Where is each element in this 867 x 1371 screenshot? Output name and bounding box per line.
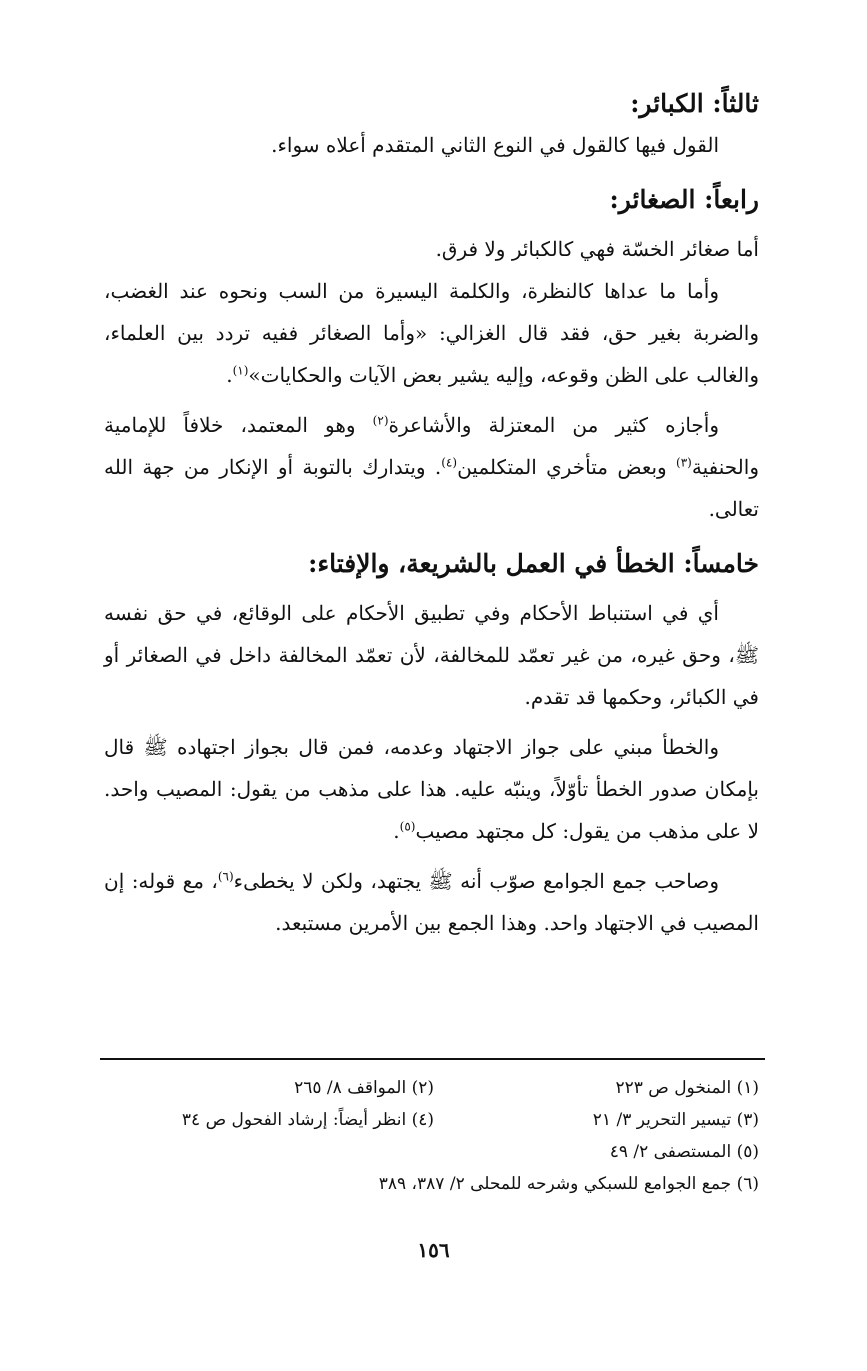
- spacer: [104, 584, 759, 592]
- paragraph-text: ، مع قوله: إن المصيب في الاجتهاد واحد. وهذا الجمع بين الأمرين مستبعد.: [104, 869, 759, 935]
- spacer: [104, 852, 759, 860]
- paragraph-text: وأما ما عداها كالنظرة، والكلمة اليسيرة من السب ونحوه عند الغضب، والضربة بغير حق، فقد قال الغزالي: «وأما الصغائر ففيه تردد بين العلماء، والغالب على الظن وقوعه، وإليه يشير بعض الآيات والحكايات»: [104, 279, 759, 387]
- paragraph-text: وأجازه كثير من المعتزلة والأشاعرة: [388, 413, 719, 437]
- paragraph-saghair-2: [104, 270, 759, 396]
- footnote-ref-3[interactable]: (٣): [676, 455, 692, 470]
- page-number: ١٥٦: [417, 1238, 450, 1262]
- spacer: [104, 396, 759, 404]
- footnote-ref-1[interactable]: (١): [232, 363, 249, 378]
- heading-kabair: ثالثاً: الكبائر:: [630, 89, 759, 118]
- main-text: [104, 84, 759, 944]
- paragraph-text: والخطأ مبني على جواز الاجتهاد وعدمه، فمن قال بجواز اجتهاده ﷺ قال بإمكان صدور الخطأ تأوّلاً، وينبّه عليه. هذا على مذهب من يقول: المصيب واحد. لا على مذهب من يقول: كل مجتهد مصيب: [104, 735, 759, 843]
- paragraph-kabair: القول فيها كالقول في النوع الثاني المتقدم أعلاه سواء.: [271, 133, 719, 157]
- footnote-row: [109, 1168, 759, 1200]
- paragraph-saghair-1: أما صغائر الخسّة فهي كالكبائر ولا فرق.: [435, 237, 759, 261]
- footnote-1: (١) المنخول ص ٢٢٣: [615, 1078, 759, 1098]
- paragraph-text: وصاحب جمع الجوامع صوّب أنه ﷺ يجتهد، ولكن لا يخطىء: [233, 869, 720, 893]
- heading-khata: خامساً: الخطأ في العمل بالشريعة، والإفتاء:: [308, 549, 759, 578]
- footnote-2: (٢) المواقف ٨/ ٢٦٥: [294, 1078, 434, 1098]
- paragraph-khata-3: [104, 860, 759, 944]
- heading-saghair: رابعاً: الصغائر:: [609, 185, 759, 214]
- paragraph-text: وهو المعتمد، خلافاً للإمامية والحنفية: [104, 413, 759, 479]
- paragraph-end: .: [226, 363, 233, 387]
- spacer: [104, 718, 759, 726]
- footnotes: [109, 1072, 759, 1200]
- spacer: [104, 220, 759, 228]
- footnote-5: (٥) المستصفى ٢/ ٤٩: [609, 1142, 759, 1162]
- footnote-4: (٤) انظر أيضاً: إرشاد الفحول ص ٣٤: [181, 1110, 434, 1130]
- spacer: [104, 166, 759, 180]
- footnote-3: (٣) تيسير التحرير ٣/ ٢١: [592, 1110, 759, 1130]
- paragraph-khata-2: [104, 726, 759, 852]
- footnote-row: [109, 1072, 759, 1104]
- footnote-6: (٦) جمع الجوامع للسبكي وشرحه للمحلى ٢/ ٣٨٧، ٣٨٩: [378, 1174, 759, 1194]
- paragraph-khata-1: أي في استنباط الأحكام وفي تطبيق الأحكام على الوقائع، في حق نفسه ﷺ، وحق غيره، من غير تعمّد للمخالفة، لأن تعمّد المخالفة داخل في الصغائر أو في الكبائر، وحكمها قد تقدم.: [104, 601, 759, 709]
- footnote-ref-4[interactable]: (٤): [441, 455, 458, 470]
- footnote-ref-5[interactable]: (٥): [399, 819, 416, 834]
- footnote-separator: [100, 1058, 765, 1060]
- paragraph-text: . ويتدارك بالتوبة أو الإنكار من جهة الله تعالى.: [104, 455, 759, 521]
- spacer: [104, 530, 759, 544]
- footnote-row: [109, 1136, 759, 1168]
- footnote-ref-2[interactable]: (٢): [372, 413, 389, 428]
- paragraph-saghair-3: [104, 404, 759, 530]
- paragraph-text: وبعض متأخري المتكلمين: [457, 455, 677, 479]
- footnote-ref-6[interactable]: (٦): [217, 869, 234, 884]
- paragraph-end: .: [393, 819, 400, 843]
- footnote-row: [109, 1104, 759, 1136]
